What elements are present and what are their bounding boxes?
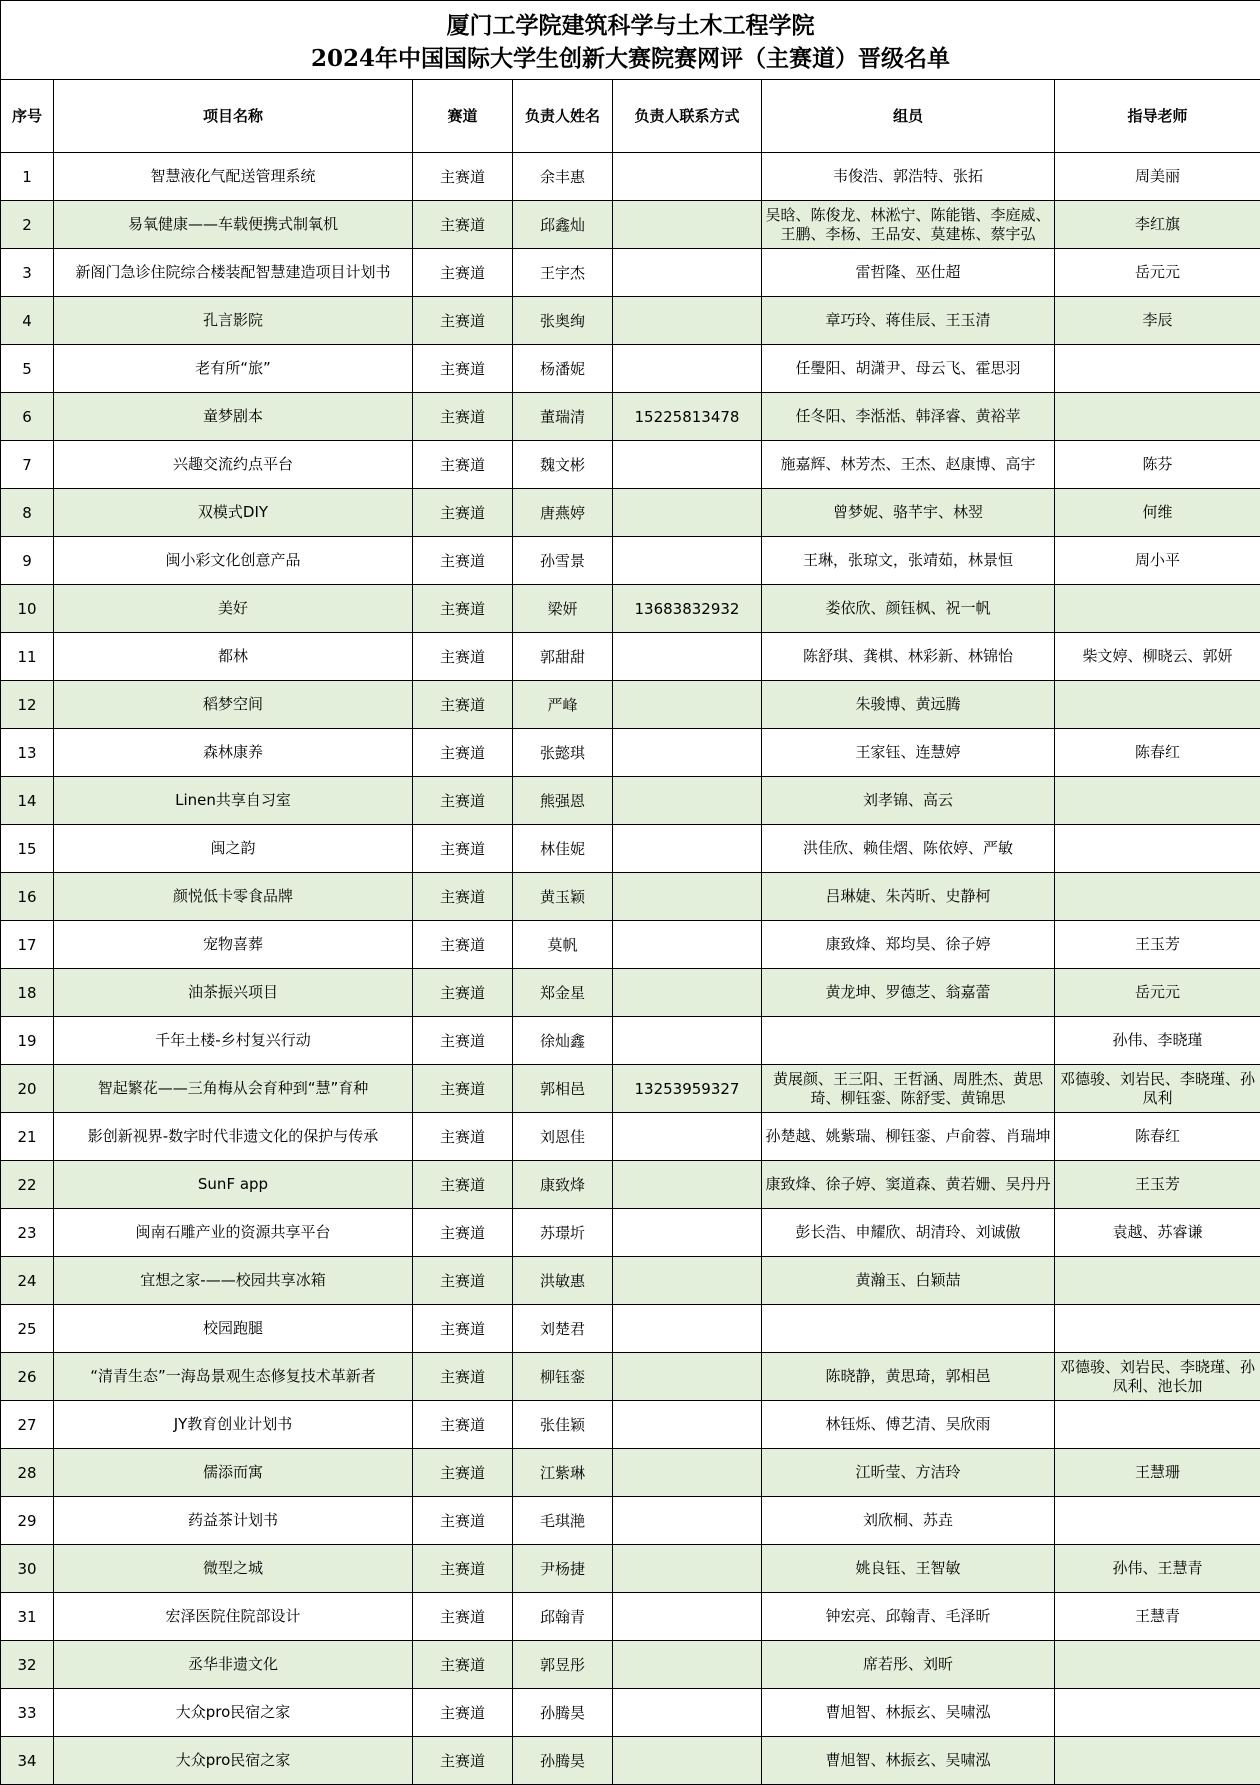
table-row — [1, 729, 1260, 777]
cell-project: 新阁门急诊住院综合楼装配智慧建造项目计划书 — [54, 249, 413, 297]
cell-leader: 邱翰青 — [513, 1593, 613, 1641]
cell-leader: 熊强恩 — [513, 777, 613, 825]
cell-contact — [613, 1641, 762, 1689]
cell-contact — [613, 873, 762, 921]
cell-members — [762, 1017, 1055, 1065]
cell-contact — [613, 1737, 762, 1785]
cell-advisor — [1055, 585, 1260, 633]
cell-members: 黄龙坤、罗德芝、翁嘉蕾 — [762, 969, 1055, 1017]
cell-members: 曾梦妮、骆芊宇、林翌 — [762, 489, 1055, 537]
cell-leader: 邱鑫灿 — [513, 201, 613, 249]
cell-project: 稻梦空间 — [54, 681, 413, 729]
cell-advisor — [1055, 393, 1260, 441]
cell-leader: 郑金星 — [513, 969, 613, 1017]
cell-track: 主赛道 — [413, 201, 513, 249]
cell-contact — [613, 441, 762, 489]
cell-track: 主赛道 — [413, 249, 513, 297]
table-row — [1, 921, 1260, 969]
cell-leader: 江紫琳 — [513, 1449, 613, 1497]
cell-track: 主赛道 — [413, 441, 513, 489]
cell-track: 主赛道 — [413, 489, 513, 537]
cell-no: 13 — [1, 729, 54, 777]
title-row — [1, 1, 1260, 80]
cell-advisor: 王慧珊 — [1055, 1449, 1260, 1497]
cell-contact — [613, 1689, 762, 1737]
table-row — [1, 153, 1260, 201]
cell-advisor: 王玉芳 — [1055, 921, 1260, 969]
title-line-1: 厦门工学院建筑科学与土木工程学院 — [1, 9, 1260, 42]
cell-contact — [613, 681, 762, 729]
cell-leader: 梁妍 — [513, 585, 613, 633]
cell-advisor — [1055, 345, 1260, 393]
cell-track: 主赛道 — [413, 1161, 513, 1209]
cell-contact — [613, 1017, 762, 1065]
cell-advisor — [1055, 1401, 1260, 1449]
cell-advisor — [1055, 825, 1260, 873]
cell-project: SunF app — [54, 1161, 413, 1209]
cell-leader: 张奥绚 — [513, 297, 613, 345]
cell-leader: 康致烽 — [513, 1161, 613, 1209]
table-row — [1, 1305, 1260, 1353]
cell-leader: 孙腾昊 — [513, 1689, 613, 1737]
cell-no: 32 — [1, 1641, 54, 1689]
cell-contact — [613, 1401, 762, 1449]
cell-members: 孙楚越、姚紫瑞、柳钰銮、卢俞蓉、肖瑞坤 — [762, 1113, 1055, 1161]
cell-track: 主赛道 — [413, 1065, 513, 1113]
cell-no: 6 — [1, 393, 54, 441]
cell-advisor: 陈芬 — [1055, 441, 1260, 489]
cell-leader: 孙雪景 — [513, 537, 613, 585]
cell-advisor — [1055, 1257, 1260, 1305]
cell-project: 大众pro民宿之家 — [54, 1689, 413, 1737]
cell-members: 曹旭智、林振玄、吴啸泓 — [762, 1737, 1055, 1785]
cell-advisor: 邓德骏、刘岩民、李晓瑾、孙凤利、池长加 — [1055, 1353, 1260, 1401]
cell-contact — [613, 1161, 762, 1209]
cell-advisor: 岳元元 — [1055, 249, 1260, 297]
cell-track: 主赛道 — [413, 345, 513, 393]
cell-contact — [613, 1305, 762, 1353]
cell-contact — [613, 1257, 762, 1305]
cell-leader: 毛琪滟 — [513, 1497, 613, 1545]
cell-leader: 徐灿鑫 — [513, 1017, 613, 1065]
header-project: 项目名称 — [54, 80, 413, 153]
table-row — [1, 393, 1260, 441]
cell-no: 7 — [1, 441, 54, 489]
cell-no: 15 — [1, 825, 54, 873]
cell-track: 主赛道 — [413, 1113, 513, 1161]
cell-contact — [613, 297, 762, 345]
cell-no: 33 — [1, 1689, 54, 1737]
header-row — [1, 80, 1260, 153]
title-line-2: 2024年中国国际大学生创新大赛院赛网评（主赛道）晋级名单 — [1, 42, 1260, 75]
table-row — [1, 969, 1260, 1017]
cell-no: 34 — [1, 1737, 54, 1785]
cell-no: 21 — [1, 1113, 54, 1161]
cell-members: 章巧玲、蒋佳辰、王玉清 — [762, 297, 1055, 345]
cell-project: 丞华非遗文化 — [54, 1641, 413, 1689]
cell-members: 任璺阳、胡潇尹、母云飞、霍思羽 — [762, 345, 1055, 393]
table-row — [1, 489, 1260, 537]
cell-members: 陈舒琪、龚棋、林彩新、林锦怡 — [762, 633, 1055, 681]
cell-leader: 余丰惠 — [513, 153, 613, 201]
cell-project: 兴趣交流约点平台 — [54, 441, 413, 489]
cell-advisor: 柴文婷、柳晓云、郭妍 — [1055, 633, 1260, 681]
table-row — [1, 585, 1260, 633]
cell-leader: 柳钰銮 — [513, 1353, 613, 1401]
cell-members: 吕琳婕、朱芮昕、史静柯 — [762, 873, 1055, 921]
cell-track: 主赛道 — [413, 825, 513, 873]
cell-advisor: 李红旗 — [1055, 201, 1260, 249]
cell-members — [762, 1305, 1055, 1353]
cell-members: 施嘉辉、林芳杰、王杰、赵康博、高宇 — [762, 441, 1055, 489]
cell-members: 雷哲隆、巫仕超 — [762, 249, 1055, 297]
header-leader: 负责人姓名 — [513, 80, 613, 153]
cell-contact — [613, 1449, 762, 1497]
cell-advisor — [1055, 1305, 1260, 1353]
header-advisor: 指导老师 — [1055, 80, 1260, 153]
table-row — [1, 1545, 1260, 1593]
cell-track: 主赛道 — [413, 1593, 513, 1641]
cell-project: 宜想之家-——校园共享冰箱 — [54, 1257, 413, 1305]
cell-members: 陈晓静，黄思琦，郭相邑 — [762, 1353, 1055, 1401]
cell-leader: 刘楚君 — [513, 1305, 613, 1353]
cell-advisor: 陈春红 — [1055, 1113, 1260, 1161]
cell-advisor: 孙伟、李晓瑾 — [1055, 1017, 1260, 1065]
cell-project: 校园跑腿 — [54, 1305, 413, 1353]
cell-members: 钟宏亮、邱翰青、毛泽昕 — [762, 1593, 1055, 1641]
cell-advisor: 何维 — [1055, 489, 1260, 537]
cell-leader: 郭相邑 — [513, 1065, 613, 1113]
cell-contact — [613, 1113, 762, 1161]
cell-leader: 张懿琪 — [513, 729, 613, 777]
cell-members: 娄依欣、颜钰枫、祝一帆 — [762, 585, 1055, 633]
cell-contact: 13683832932 — [613, 585, 762, 633]
cell-track: 主赛道 — [413, 393, 513, 441]
cell-advisor: 周美丽 — [1055, 153, 1260, 201]
table-row — [1, 1737, 1260, 1785]
cell-leader: 魏文彬 — [513, 441, 613, 489]
cell-track: 主赛道 — [413, 777, 513, 825]
cell-no: 10 — [1, 585, 54, 633]
cell-advisor: 袁越、苏睿谦 — [1055, 1209, 1260, 1257]
cell-contact — [613, 201, 762, 249]
cell-contact — [613, 921, 762, 969]
cell-project: 森林康养 — [54, 729, 413, 777]
cell-track: 主赛道 — [413, 681, 513, 729]
cell-project: 大众pro民宿之家 — [54, 1737, 413, 1785]
cell-members: 黄展颜、王三阳、王哲涵、周胜杰、黄思琦、柳钰銮、陈舒雯、黄锦思 — [762, 1065, 1055, 1113]
cell-project: 宏泽医院住院部设计 — [54, 1593, 413, 1641]
cell-track: 主赛道 — [413, 297, 513, 345]
cell-no: 26 — [1, 1353, 54, 1401]
header-contact: 负责人联系方式 — [613, 80, 762, 153]
cell-track: 主赛道 — [413, 1641, 513, 1689]
cell-members: 韦俊浩、郭浩特、张拓 — [762, 153, 1055, 201]
cell-leader: 张佳颖 — [513, 1401, 613, 1449]
cell-project: 药益茶计划书 — [54, 1497, 413, 1545]
cell-track: 主赛道 — [413, 1305, 513, 1353]
cell-advisor — [1055, 1689, 1260, 1737]
cell-no: 19 — [1, 1017, 54, 1065]
cell-members: 黄瀚玉、白颖喆 — [762, 1257, 1055, 1305]
cell-advisor: 孙伟、王慧青 — [1055, 1545, 1260, 1593]
cell-no: 29 — [1, 1497, 54, 1545]
cell-project: 宠物喜葬 — [54, 921, 413, 969]
cell-members: 王琳，张琼文，张靖茹，林景恒 — [762, 537, 1055, 585]
cell-advisor — [1055, 873, 1260, 921]
table-row — [1, 297, 1260, 345]
cell-track: 主赛道 — [413, 873, 513, 921]
header-members: 组员 — [762, 80, 1055, 153]
cell-advisor — [1055, 777, 1260, 825]
cell-no: 24 — [1, 1257, 54, 1305]
table-row — [1, 1353, 1260, 1401]
cell-contact — [613, 1593, 762, 1641]
table-row — [1, 1689, 1260, 1737]
cell-leader: 郭昱彤 — [513, 1641, 613, 1689]
cell-track: 主赛道 — [413, 1257, 513, 1305]
cell-track: 主赛道 — [413, 1737, 513, 1785]
cell-project: 都林 — [54, 633, 413, 681]
cell-leader: 杨潘妮 — [513, 345, 613, 393]
cell-track: 主赛道 — [413, 1545, 513, 1593]
cell-advisor: 岳元元 — [1055, 969, 1260, 1017]
cell-leader: 郭甜甜 — [513, 633, 613, 681]
cell-members: 姚良钰、王智敏 — [762, 1545, 1055, 1593]
cell-contact — [613, 825, 762, 873]
cell-contact — [613, 633, 762, 681]
cell-contact — [613, 153, 762, 201]
cell-no: 28 — [1, 1449, 54, 1497]
cell-members: 林钰烁、傅艺清、吴欣雨 — [762, 1401, 1055, 1449]
cell-track: 主赛道 — [413, 729, 513, 777]
cell-track: 主赛道 — [413, 1209, 513, 1257]
cell-project: 微型之城 — [54, 1545, 413, 1593]
cell-project: 智慧液化气配送管理系统 — [54, 153, 413, 201]
cell-leader: 尹杨捷 — [513, 1545, 613, 1593]
cell-contact — [613, 489, 762, 537]
cell-track: 主赛道 — [413, 969, 513, 1017]
cell-members: 刘孝锦、高云 — [762, 777, 1055, 825]
cell-advisor — [1055, 1497, 1260, 1545]
cell-contact — [613, 969, 762, 1017]
cell-track: 主赛道 — [413, 1497, 513, 1545]
cell-leader: 唐燕婷 — [513, 489, 613, 537]
cell-advisor — [1055, 1641, 1260, 1689]
cell-leader: 林佳妮 — [513, 825, 613, 873]
cell-project: Linen共享自习室 — [54, 777, 413, 825]
cell-contact — [613, 537, 762, 585]
cell-no: 11 — [1, 633, 54, 681]
cell-project: 影创新视界-数字时代非遗文化的保护与传承 — [54, 1113, 413, 1161]
table-row — [1, 1641, 1260, 1689]
table-row — [1, 777, 1260, 825]
cell-contact — [613, 1497, 762, 1545]
header-no: 序号 — [1, 80, 54, 153]
cell-contact — [613, 729, 762, 777]
cell-leader: 黄玉颖 — [513, 873, 613, 921]
cell-contact — [613, 777, 762, 825]
cell-leader: 洪敏惠 — [513, 1257, 613, 1305]
cell-no: 22 — [1, 1161, 54, 1209]
table-row — [1, 1401, 1260, 1449]
table-row — [1, 873, 1260, 921]
cell-project: 闽小彩文化创意产品 — [54, 537, 413, 585]
cell-contact: 13253959327 — [613, 1065, 762, 1113]
table-row — [1, 1209, 1260, 1257]
table-row — [1, 249, 1260, 297]
cell-contact — [613, 345, 762, 393]
cell-track: 主赛道 — [413, 1689, 513, 1737]
cell-leader: 刘恩佳 — [513, 1113, 613, 1161]
cell-track: 主赛道 — [413, 153, 513, 201]
cell-track: 主赛道 — [413, 1353, 513, 1401]
table-row — [1, 201, 1260, 249]
cell-project: 老有所“旅” — [54, 345, 413, 393]
cell-members: 康致烽、郑均昊、徐子婷 — [762, 921, 1055, 969]
cell-project: 智起繁花——三角梅从会育种到“慧”育种 — [54, 1065, 413, 1113]
cell-track: 主赛道 — [413, 537, 513, 585]
cell-advisor — [1055, 681, 1260, 729]
cell-no: 16 — [1, 873, 54, 921]
cell-track: 主赛道 — [413, 1449, 513, 1497]
cell-members: 刘欣桐、苏垚 — [762, 1497, 1055, 1545]
cell-project: 孔言影院 — [54, 297, 413, 345]
cell-project: 儒添而寓 — [54, 1449, 413, 1497]
cell-project: 千年土楼-乡村复兴行动 — [54, 1017, 413, 1065]
cell-no: 17 — [1, 921, 54, 969]
table-row — [1, 441, 1260, 489]
cell-advisor: 王玉芳 — [1055, 1161, 1260, 1209]
table-row — [1, 633, 1260, 681]
cell-members: 吴晗、陈俊龙、林淞宁、陈能锴、李庭威、王鹏、李杨、王品安、莫建栋、蔡宇弘 — [762, 201, 1055, 249]
cell-project: 颜悦低卡零食品牌 — [54, 873, 413, 921]
cell-members: 彭长浩、申耀欣、胡清玲、刘诚傲 — [762, 1209, 1055, 1257]
cell-project: JY教育创业计划书 — [54, 1401, 413, 1449]
cell-leader: 孙腾昊 — [513, 1737, 613, 1785]
cell-track: 主赛道 — [413, 1401, 513, 1449]
cell-members: 江昕莹、方洁玲 — [762, 1449, 1055, 1497]
table-row — [1, 1161, 1260, 1209]
cell-contact — [613, 249, 762, 297]
cell-advisor: 周小平 — [1055, 537, 1260, 585]
cell-no: 18 — [1, 969, 54, 1017]
cell-no: 30 — [1, 1545, 54, 1593]
cell-advisor — [1055, 1737, 1260, 1785]
cell-members: 任冬阳、李湉湉、韩泽睿、黄裕苹 — [762, 393, 1055, 441]
sheet-title — [1, 1, 1260, 80]
table-row — [1, 1593, 1260, 1641]
cell-leader: 严峰 — [513, 681, 613, 729]
cell-members: 洪佳欣、赖佳熠、陈依婷、严敏 — [762, 825, 1055, 873]
cell-no: 3 — [1, 249, 54, 297]
cell-project: 闽之韵 — [54, 825, 413, 873]
table-row — [1, 1257, 1260, 1305]
table-row — [1, 1017, 1260, 1065]
cell-advisor: 陈春红 — [1055, 729, 1260, 777]
cell-contact: 15225813478 — [613, 393, 762, 441]
cell-track: 主赛道 — [413, 585, 513, 633]
cell-no: 25 — [1, 1305, 54, 1353]
cell-no: 31 — [1, 1593, 54, 1641]
cell-advisor: 邓德骏、刘岩民、李晓瑾、孙凤利 — [1055, 1065, 1260, 1113]
table-row — [1, 537, 1260, 585]
table-row — [1, 1449, 1260, 1497]
cell-contact — [613, 1545, 762, 1593]
table-row — [1, 681, 1260, 729]
cell-project: 童梦剧本 — [54, 393, 413, 441]
cell-no: 27 — [1, 1401, 54, 1449]
cell-no: 1 — [1, 153, 54, 201]
cell-leader: 董瑞清 — [513, 393, 613, 441]
cell-no: 12 — [1, 681, 54, 729]
cell-project: 易氧健康——车载便携式制氧机 — [54, 201, 413, 249]
cell-no: 2 — [1, 201, 54, 249]
table-row — [1, 1065, 1260, 1113]
cell-advisor: 王慧青 — [1055, 1593, 1260, 1641]
header-track: 赛道 — [413, 80, 513, 153]
cell-no: 5 — [1, 345, 54, 393]
cell-members: 王家钰、连慧婷 — [762, 729, 1055, 777]
cell-members: 康致烽、徐子婷、窦道森、黄若姗、吴丹丹 — [762, 1161, 1055, 1209]
cell-project: 油茶振兴项目 — [54, 969, 413, 1017]
cell-no: 4 — [1, 297, 54, 345]
cell-no: 23 — [1, 1209, 54, 1257]
cell-project: 美好 — [54, 585, 413, 633]
cell-no: 20 — [1, 1065, 54, 1113]
cell-contact — [613, 1209, 762, 1257]
cell-no: 8 — [1, 489, 54, 537]
cell-members: 曹旭智、林振玄、吴啸泓 — [762, 1689, 1055, 1737]
cell-no: 14 — [1, 777, 54, 825]
table-row — [1, 825, 1260, 873]
cell-project: “清青生态”一海岛景观生态修复技术革新者 — [54, 1353, 413, 1401]
cell-track: 主赛道 — [413, 633, 513, 681]
cell-leader: 苏璟圻 — [513, 1209, 613, 1257]
cell-members: 席若彤、刘昕 — [762, 1641, 1055, 1689]
cell-leader: 莫帆 — [513, 921, 613, 969]
table-row — [1, 1497, 1260, 1545]
cell-project: 闽南石雕产业的资源共享平台 — [54, 1209, 413, 1257]
cell-contact — [613, 1353, 762, 1401]
cell-track: 主赛道 — [413, 921, 513, 969]
cell-advisor: 李辰 — [1055, 297, 1260, 345]
table-row — [1, 1113, 1260, 1161]
cell-project: 双模式DIY — [54, 489, 413, 537]
cell-members: 朱骏博、黄远腾 — [762, 681, 1055, 729]
cell-track: 主赛道 — [413, 1017, 513, 1065]
cell-no: 9 — [1, 537, 54, 585]
cell-leader: 王宇杰 — [513, 249, 613, 297]
table-row — [1, 345, 1260, 393]
